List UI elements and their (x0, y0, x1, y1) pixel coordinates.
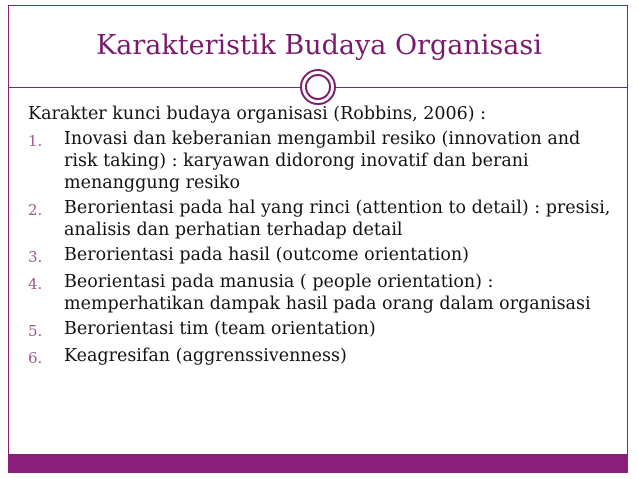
list-number: 2. (28, 201, 43, 219)
slide-title: Karakteristik Budaya Organisasi (96, 30, 542, 61)
list-item (28, 345, 618, 369)
slide-body (28, 103, 618, 372)
divider-circle-ornament (300, 69, 336, 105)
list-item (28, 244, 618, 268)
list-text: Beorientasi pada manusia ( people orientation) : memperhatikan dampak hasil pada orang dalam organisasi (64, 272, 591, 314)
list-number: 5. (28, 322, 43, 340)
characteristics-list (28, 128, 618, 369)
list-text: Berorientasi pada hasil (outcome orientation) (64, 245, 469, 265)
list-text: Berorientasi tim (team orientation) (64, 319, 376, 339)
list-item (28, 318, 618, 342)
list-item (28, 197, 618, 241)
list-number: 1. (28, 132, 43, 150)
list-number: 3. (28, 248, 43, 266)
list-item (28, 128, 618, 194)
list-item (28, 271, 618, 315)
intro-text: Karakter kunci budaya organisasi (Robbins, 2006) : (28, 104, 487, 124)
list-number: 6. (28, 349, 43, 367)
list-text: Keagresifan (aggrenssivenness) (64, 346, 347, 366)
divider-circle-inner (305, 74, 331, 100)
list-text: Berorientasi pada hal yang rinci (attention to detail) : presisi, analisis dan perhatian terhadap detail (64, 198, 611, 240)
list-number: 4. (28, 275, 43, 293)
list-text: Inovasi dan keberanian mengambil resiko (innovation and risk taking) : karyawan didorong inovatif dan berani menanggung resiko (64, 129, 581, 193)
footer-bar (8, 454, 628, 473)
